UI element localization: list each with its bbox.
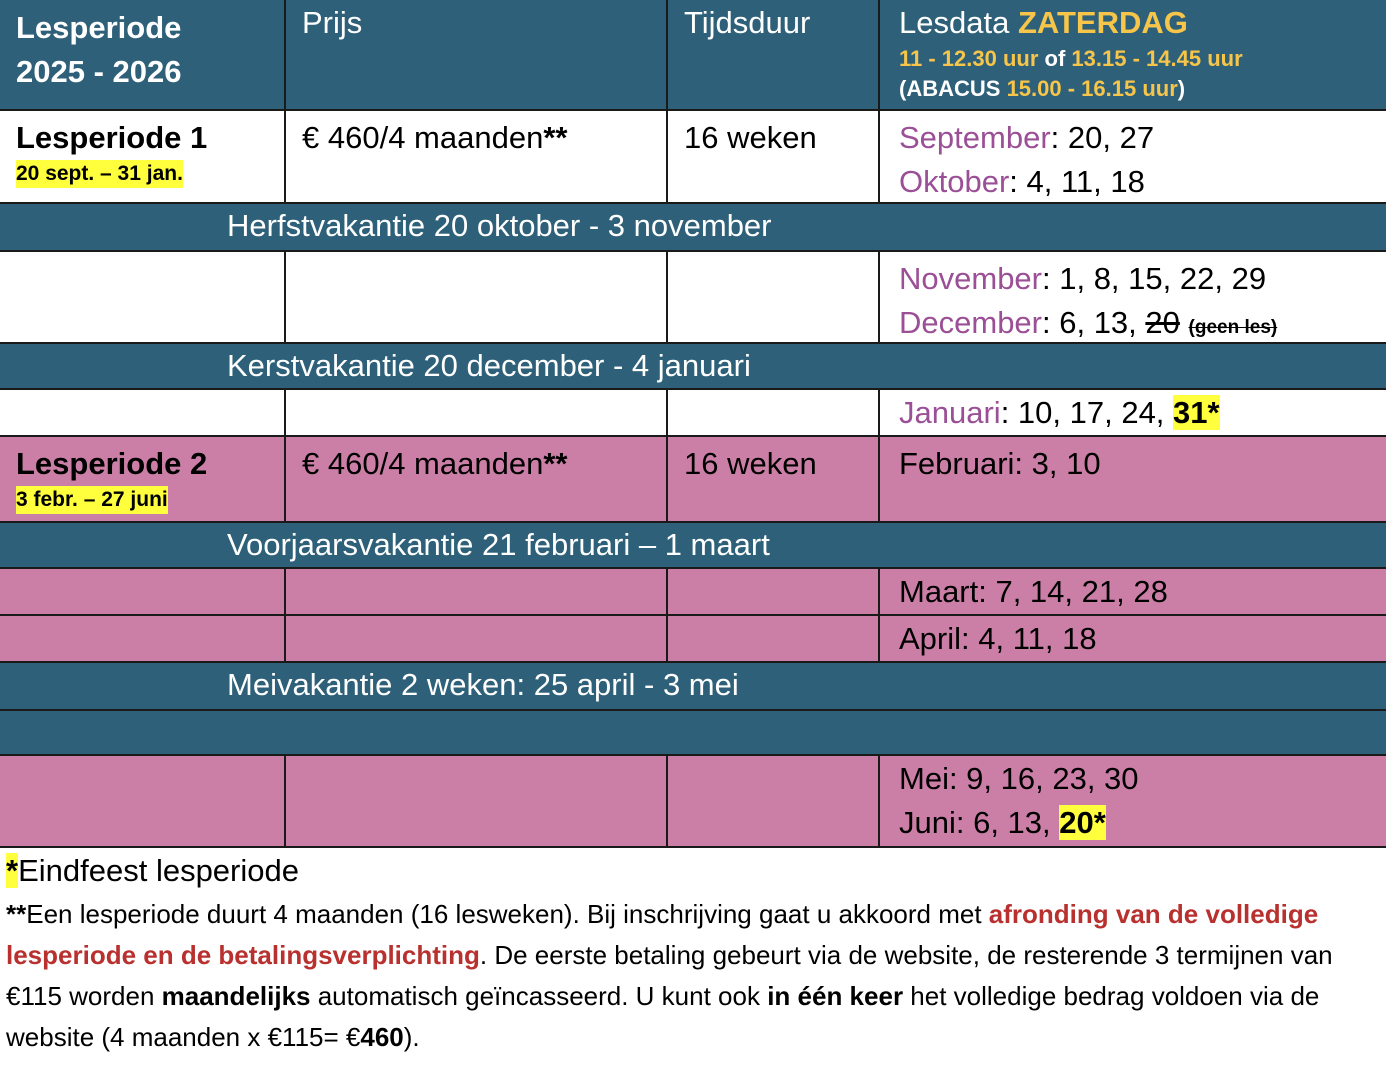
header-times: 11 - 12.30 uur of 13.15 - 14.45 uur <box>899 46 1243 71</box>
header-prijs-label: Prijs <box>302 5 363 40</box>
november-dates: November: 1, 8, 15, 22, 29 <box>899 261 1267 296</box>
januari-dates: Januari: 10, 17, 24, 31* <box>899 395 1220 430</box>
header-tijdsduur <box>667 0 879 110</box>
header-lesperiode-line1: Lesperiode <box>16 10 182 45</box>
col-divider <box>284 755 286 848</box>
oktober-dates: Oktober: 4, 11, 18 <box>899 164 1145 199</box>
col-divider <box>284 389 286 522</box>
col-divider <box>878 755 880 848</box>
period1-price-cell <box>285 110 667 203</box>
period2-duration-cell <box>667 436 879 522</box>
period2-dates: 3 febr. – 27 juni <box>16 486 168 514</box>
januari-dates-cell <box>879 389 1386 436</box>
period2-row <box>0 436 1386 522</box>
header-abacus: (ABACUS 15.00 - 16.15 uur) <box>899 76 1186 101</box>
period1-duration: 16 weken <box>684 120 817 155</box>
maart-row <box>0 568 1386 615</box>
juni-final-date: 20* <box>1059 805 1106 840</box>
col-divider <box>666 389 668 522</box>
footnote-payment: **Een lesperiode duurt 4 maanden (16 lesweken). Bij inschrijving gaat u akkoord met afronding van de volledige lesperiode en de betalingsverplichting. De eerste betaling gebeurt via de website, de resterende 3 termijnen van €115 worden maandelijks automatisch geïncasseerd. U kunt ook in één keer het volledige bedrag voldoen via de website (4 maanden x €115= €460). <box>6 899 1333 1052</box>
header-day: ZATERDAG <box>1017 5 1188 40</box>
footnote-double-star: ** <box>6 899 27 929</box>
col-divider <box>666 0 668 203</box>
table-header-row <box>0 0 1386 110</box>
row-divider <box>0 709 1386 711</box>
col-divider <box>666 568 668 662</box>
row-divider <box>0 435 1386 437</box>
voorjaarsvakantie-label: Voorjaarsvakantie 21 februari – 1 maart <box>227 527 770 562</box>
row-divider <box>0 614 1386 616</box>
row-divider <box>0 250 1386 252</box>
col-divider <box>878 568 880 662</box>
header-prijs <box>285 0 667 110</box>
meijuni-row <box>0 755 1386 848</box>
period1-dates-cell <box>879 110 1386 203</box>
kerstvakantie-label: Kerstvakantie 20 december - 4 januari <box>227 348 751 383</box>
row-divider <box>0 754 1386 756</box>
april-dates-cell <box>879 615 1386 662</box>
header-lesperiode <box>0 0 285 110</box>
period2-price: € 460/4 maanden** <box>302 446 568 481</box>
mei-dates: Mei: 9, 16, 23, 30 <box>899 761 1139 796</box>
september-dates: September: 20, 27 <box>899 120 1155 155</box>
row-divider <box>0 567 1386 569</box>
kerstvakantie-band <box>0 343 1386 389</box>
period1-title: Lesperiode 1 <box>16 120 208 155</box>
empty-teal-row <box>0 710 1386 755</box>
geen-les-note: (geen les) <box>1188 317 1278 338</box>
period1-price: € 460/4 maanden** <box>302 120 568 155</box>
maart-dates-cell <box>879 568 1386 615</box>
period1-row <box>0 110 1386 203</box>
row-divider <box>0 342 1386 344</box>
april-row <box>0 615 1386 662</box>
period1-duration-cell <box>667 110 879 203</box>
footnotes <box>6 848 1382 1058</box>
col-divider <box>878 0 880 203</box>
novdec-dates-cell <box>879 251 1386 343</box>
header-tijdsduur-label: Tijdsduur <box>684 5 811 40</box>
row-divider <box>0 661 1386 663</box>
voorjaarsvakantie-band <box>0 522 1386 568</box>
header-lesperiode-line2: 2025 - 2026 <box>16 54 182 89</box>
april-dates: April: 4, 11, 18 <box>899 621 1097 656</box>
footnote-eindfeest: *Eindfeest lesperiode <box>6 853 299 888</box>
novdec-row <box>0 251 1386 343</box>
footnote-star-marker: * <box>6 853 19 888</box>
meijuni-dates-cell <box>879 755 1386 848</box>
period2-price-cell <box>285 436 667 522</box>
februari-dates: Februari: 3, 10 <box>899 446 1101 481</box>
col-divider <box>284 0 286 203</box>
payment-obligation-emphasis: afronding van de volledige lesperiode en de betalingsverplichting <box>6 899 1319 970</box>
period1-dates: 20 sept. – 31 jan. <box>16 160 183 188</box>
col-divider <box>878 389 880 522</box>
row-divider <box>0 202 1386 204</box>
col-divider <box>284 251 286 343</box>
december-dates: December: 6, 13, 20 (geen les) <box>899 305 1278 340</box>
header-lesdata <box>879 0 1386 110</box>
period1-title-cell <box>0 110 285 203</box>
col-divider <box>284 568 286 662</box>
meivakantie-label: Meivakantie 2 weken: 25 april - 3 mei <box>227 667 739 702</box>
maart-dates: Maart: 7, 14, 21, 28 <box>899 574 1168 609</box>
januari-row <box>0 389 1386 436</box>
meivakantie-band <box>0 662 1386 710</box>
period2-duration: 16 weken <box>684 446 817 481</box>
header-lesdata-title: Lesdata ZATERDAG <box>899 5 1188 40</box>
januari-final-date: 31* <box>1173 395 1220 430</box>
col-divider <box>666 251 668 343</box>
period2-title-cell <box>0 436 285 522</box>
row-divider <box>0 109 1386 111</box>
row-divider <box>0 388 1386 390</box>
herfstvakantie-band <box>0 203 1386 251</box>
period2-title: Lesperiode 2 <box>16 446 208 481</box>
cancelled-date: 20 <box>1145 305 1180 340</box>
col-divider <box>878 251 880 343</box>
period2-dates-cell <box>879 436 1386 522</box>
herfstvakantie-label: Herfstvakantie 20 oktober - 3 november <box>227 208 772 243</box>
juni-dates: Juni: 6, 13, 20* <box>899 805 1106 840</box>
row-divider <box>0 521 1386 523</box>
col-divider <box>666 755 668 848</box>
